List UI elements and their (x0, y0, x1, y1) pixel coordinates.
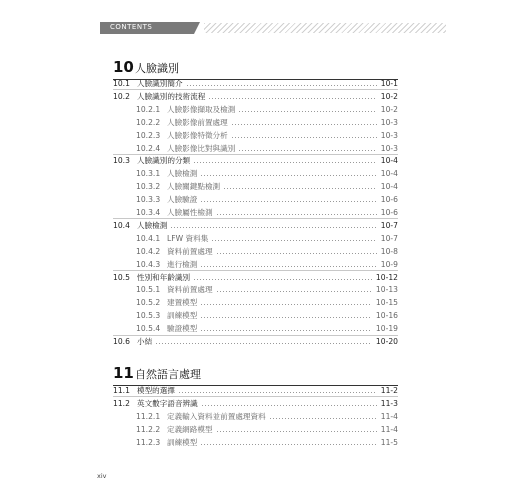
toc-subsection-entry[interactable] (113, 322, 398, 335)
toc-section-entry[interactable] (113, 384, 398, 397)
entry-title: 人臉檢測 (137, 220, 168, 230)
entry-page-number: 10-19 (375, 324, 398, 334)
entry-number: 10.4.2 (136, 246, 161, 256)
toc-subsection-entry[interactable] (113, 296, 398, 309)
entry-number: 11.2.1 (136, 411, 161, 421)
entry-title: 人臉識別簡介 (137, 79, 183, 88)
entry-title: 人臉影像前置處理 (167, 117, 228, 127)
dot-leader (217, 253, 377, 254)
entry-title: 人臉驗證 (167, 195, 198, 205)
entry-number: 10.3.4 (136, 208, 161, 217)
toc-section-entry[interactable] (113, 335, 398, 348)
dot-leader (201, 317, 372, 318)
entry-title: 資料前置處理 (167, 285, 213, 295)
toc-subsection-entry[interactable] (113, 180, 398, 193)
entry-title: 英文數字語音辨識 (137, 398, 198, 408)
toc-subsection-entry[interactable] (113, 436, 398, 449)
dot-leader (239, 150, 376, 151)
toc-section-entry[interactable] (113, 271, 398, 284)
entry-page-number: 10-15 (375, 298, 398, 308)
toc-subsection-entry[interactable] (113, 193, 398, 206)
dot-leader (201, 201, 376, 202)
entry-title: 定義輸入資料並前置處理資料 (167, 411, 266, 421)
entry-title: 建置模型 (167, 298, 198, 308)
contents-header-tab (100, 22, 200, 34)
toc-subsection-entry[interactable] (113, 309, 398, 322)
dot-leader (201, 330, 372, 331)
toc-subsection-entry[interactable] (113, 103, 398, 116)
header-hatch-pattern (204, 23, 446, 33)
dot-leader (201, 175, 376, 176)
entry-number: 10.2.4 (136, 143, 161, 153)
toc-subsection-entry[interactable] (113, 410, 398, 423)
entry-title: 模型的選擇 (137, 386, 175, 395)
dot-leader (201, 266, 376, 267)
dot-leader (232, 124, 377, 125)
entry-number: 10.2.2 (136, 117, 161, 127)
entry-number: 10.3.2 (136, 182, 161, 192)
entry-number: 10.5.2 (136, 298, 161, 308)
dot-leader (156, 343, 372, 344)
entry-title: 人臉檢測 (167, 169, 198, 179)
entry-title: 人臉影像擷取及檢測 (167, 104, 236, 114)
dot-leader (217, 431, 377, 432)
entry-page-number: 10-6 (380, 195, 398, 205)
entry-number: 10.2.1 (136, 104, 161, 114)
entry-title: 訓練模型 (167, 311, 198, 321)
toc-section-entry[interactable] (113, 77, 398, 90)
entry-page-number: 10-3 (380, 143, 398, 153)
entry-title: 性別和年齡識別 (137, 272, 191, 282)
entry-page-number: 10-9 (380, 259, 398, 269)
dot-leader (239, 111, 376, 112)
entry-page-number: 10-4 (380, 156, 398, 166)
toc-subsection-entry[interactable] (113, 142, 398, 155)
entry-page-number: 10-4 (380, 182, 398, 192)
chapter-number: 10 (113, 58, 134, 76)
dot-leader (194, 279, 372, 280)
entry-number: 11.1 (113, 386, 130, 395)
chapter-number: 11 (113, 364, 134, 382)
entry-title: LFW 資料集 (167, 233, 209, 243)
entry-title: 資料前置處理 (167, 246, 213, 256)
entry-number: 10.3 (113, 156, 130, 166)
entry-number: 10.5 (113, 272, 130, 282)
contents-header (100, 22, 446, 34)
entry-number: 11.2.2 (136, 424, 161, 434)
dot-leader (194, 162, 377, 163)
entry-page-number: 10-7 (380, 233, 398, 243)
dot-leader (171, 227, 376, 228)
dot-leader (224, 188, 377, 189)
toc-section-entry[interactable] (113, 90, 398, 103)
entry-title: 驗證模型 (167, 324, 198, 334)
entry-number: 10.4.3 (136, 259, 161, 269)
entry-number: 10.2.3 (136, 130, 161, 140)
entry-number: 10.4 (113, 220, 130, 230)
entry-page-number: 11-3 (380, 398, 398, 408)
toc-subsection-entry[interactable] (113, 206, 398, 219)
entry-page-number: 10-3 (380, 130, 398, 140)
entry-title: 訓練模型 (167, 437, 198, 447)
entry-page-number: 10-3 (380, 117, 398, 127)
dot-leader (201, 304, 372, 305)
entry-page-number: 10-16 (375, 311, 398, 321)
dot-leader (232, 137, 377, 138)
entry-page-number: 11-4 (380, 424, 398, 434)
dot-leader (217, 214, 377, 215)
entry-number: 11.2 (113, 398, 130, 408)
dot-leader (201, 444, 376, 445)
toc-subsection-entry[interactable] (113, 232, 398, 245)
toc-section-entry[interactable] (113, 219, 398, 232)
entry-page-number: 10-2 (380, 91, 398, 101)
toc-section-entry[interactable] (113, 154, 398, 167)
entry-number: 10.4.1 (136, 233, 161, 243)
toc-subsection-entry[interactable] (113, 283, 398, 296)
dot-leader (179, 392, 377, 393)
entry-number: 10.1 (113, 79, 130, 88)
chapter-heading (113, 364, 398, 386)
dot-leader (212, 240, 376, 241)
entry-number: 10.5.4 (136, 324, 161, 334)
entry-title: 定義網路模型 (167, 424, 213, 434)
entry-title: 人臉屬性檢測 (167, 208, 213, 217)
entry-page-number: 10-2 (380, 104, 398, 114)
toc-subsection-entry[interactable] (113, 423, 398, 436)
entry-title: 小結 (137, 337, 153, 346)
entry-page-number: 11-4 (380, 411, 398, 421)
entry-title: 人臉識別的分類 (137, 156, 191, 166)
entry-number: 10.3.1 (136, 169, 161, 179)
dot-leader (209, 98, 376, 99)
entry-page-number: 10-20 (375, 337, 398, 346)
entry-page-number: 10-7 (380, 220, 398, 230)
dot-leader (187, 85, 377, 86)
toc-subsection-entry[interactable] (113, 245, 398, 258)
entry-title: 人臉影像特徵分析 (167, 130, 228, 140)
dot-leader (217, 291, 372, 292)
entry-number: 10.6 (113, 337, 130, 346)
toc-section-entry[interactable] (113, 397, 398, 410)
entry-page-number: 10-8 (380, 246, 398, 256)
entry-title: 進行檢測 (167, 259, 198, 269)
entry-title: 人臉影像比對與識別 (167, 143, 236, 153)
entry-number: 11.2.3 (136, 437, 161, 447)
entry-title: 人臉識別的技術流程 (137, 91, 206, 101)
toc-subsection-entry[interactable] (113, 167, 398, 180)
chapter-title: 人臉識別 (135, 62, 179, 75)
entry-number: 10.5.3 (136, 311, 161, 321)
contents-label: CONTENTS (110, 23, 153, 31)
entry-page-number: 10-4 (380, 169, 398, 179)
entry-title: 人臉關鍵點檢測 (167, 182, 221, 192)
entry-page-number: 10-6 (380, 208, 398, 217)
entry-number: 10.3.3 (136, 195, 161, 205)
dot-leader (202, 405, 377, 406)
toc-subsection-entry[interactable] (113, 258, 398, 271)
entry-number: 10.5.1 (136, 285, 161, 295)
entry-page-number: 10-1 (380, 79, 398, 88)
entry-page-number: 11-5 (380, 437, 398, 447)
chapter-title: 自然語言處理 (135, 368, 201, 381)
page-folio: xiv (97, 472, 107, 480)
dot-leader (270, 418, 377, 419)
toc-subsection-entry[interactable] (113, 116, 398, 129)
entry-number: 10.2 (113, 91, 130, 101)
entry-page-number: 11-2 (380, 386, 398, 395)
entry-page-number: 10-12 (375, 272, 398, 282)
entry-page-number: 10-13 (375, 285, 398, 295)
toc-subsection-entry[interactable] (113, 129, 398, 142)
